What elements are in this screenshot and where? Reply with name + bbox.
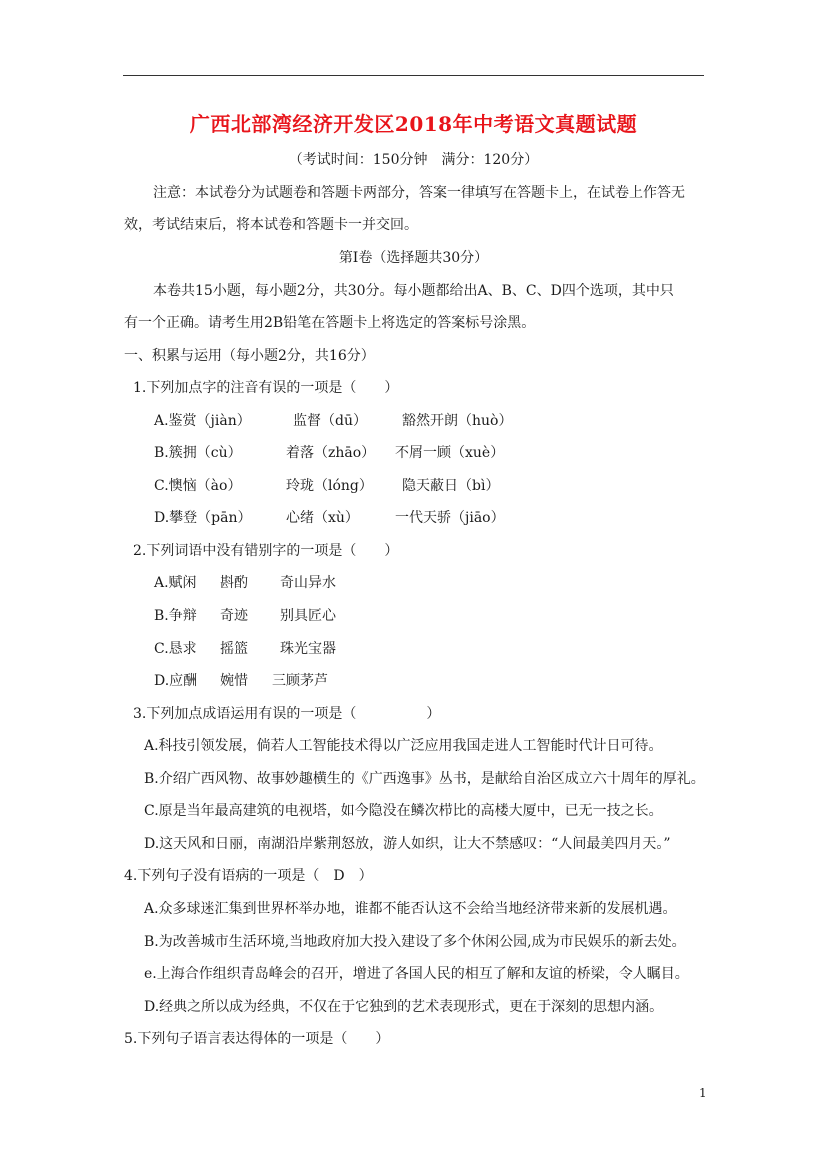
- question-3-option-d: D.这天风和日丽，南湖沿岸紫荆怒放，游人如织，让大不禁感叹：“人间最美四月天。”: [144, 836, 671, 852]
- exam-info: （考试时间：150分钟 满分：120分）: [288, 152, 539, 168]
- option-text: 别具匠心: [280, 608, 336, 624]
- part-one-heading: 一、积累与运用（每小题2分，共16分）: [124, 348, 375, 364]
- question-2-stem: 2.下列词语中没有错别字的一项是（ ）: [133, 543, 399, 559]
- header-rule: [123, 75, 704, 76]
- option-text: 不屑一顾（xuè）: [395, 445, 505, 461]
- question-3-option-a: A.科技引领发展，倘若人工智能技术得以广泛应用我国走进人工智能时代计日可待。: [144, 738, 663, 754]
- section-heading: 第Ⅰ卷（选择题共30分）: [338, 250, 489, 266]
- question-5-stem: 5.下列句子语言表达得体的一项是（ ）: [124, 1031, 390, 1047]
- notice-line-1: 注意：本试卷分为试题卷和答题卡两部分，答案一律填写在答题卡上，在试卷上作答无: [153, 185, 685, 201]
- option-text: 三顾茅芦: [272, 673, 328, 689]
- option-text: 斟酌: [220, 575, 248, 591]
- option-text: 婉惜: [220, 673, 248, 689]
- option-text: 监督（dū）: [293, 413, 367, 429]
- option-text: A.赋闲: [154, 575, 197, 591]
- option-text: B.簇拥（cù）: [154, 445, 242, 461]
- page-title: 广西北部湾经济开发区2018年中考语文真题试题: [189, 112, 638, 136]
- question-3-option-c: C.原是当年最高建筑的电视塔，如今隐没在鳞次栉比的高楼大厦中，已无一技之长。: [144, 803, 663, 819]
- question-1-stem: 1.下列加点字的注音有误的一项是（ ）: [133, 380, 399, 396]
- question-4-option-d: D.经典之所以成为经典，不仅在于它独到的艺术表现形式，更在于深刻的思想内涵。: [144, 999, 664, 1015]
- option-text: 奇山异水: [280, 575, 336, 591]
- option-text: 一代天骄（jiāo）: [395, 510, 505, 526]
- question-4-option-c: e.上海合作组织青岛峰会的召开，增进了各国人民的相互了解和友谊的桥梁，令人瞩目。: [144, 966, 689, 982]
- option-text: 玲珑（lóng）: [286, 478, 373, 494]
- intro-line-1: 本卷共15小题，每小题2分，共30分。每小题都给出A、B、C、D四个选项，其中只: [153, 283, 674, 299]
- intro-line-2: 有一个正确。请考生用2B铅笔在答题卡上将选定的答案标号涂黑。: [124, 315, 536, 331]
- option-text: C.懊恼（ào）: [154, 478, 242, 494]
- question-3-stem: 3.下列加点成语运用有误的一项是（ ）: [133, 706, 441, 722]
- question-4-stem: 4.下列句子没有语病的一项是（ D ）: [124, 868, 373, 884]
- option-text: B.争辩: [154, 608, 197, 624]
- option-text: D.应酬: [154, 673, 198, 689]
- option-text: 豁然开朗（huò）: [402, 413, 513, 429]
- option-text: D.攀登（pān）: [154, 510, 252, 526]
- option-text: A.鉴赏（jiàn）: [154, 413, 251, 429]
- option-text: 隐天蔽日（bì）: [402, 478, 500, 494]
- option-text: 着落（zhāo）: [286, 445, 376, 461]
- option-text: 摇篮: [220, 641, 248, 657]
- page-number: 1: [699, 1086, 707, 1100]
- option-text: 珠光宝器: [280, 641, 336, 657]
- question-4-option-b: B.为改善城市生活环境,当地政府加大投入建设了多个休闲公园,成为市民娱乐的新去处。: [144, 934, 686, 950]
- option-text: C.恳求: [154, 641, 197, 657]
- option-text: 奇迹: [220, 608, 248, 624]
- notice-line-2: 效，考试结束后，将本试卷和答题卡一并交回。: [124, 217, 418, 233]
- question-4-option-a: A.众多球迷汇集到世界杯举办地，谁都不能否认这不会给当地经济带来新的发展机遇。: [144, 901, 677, 917]
- question-3-option-b: B.介绍广西风物、故事妙趣横生的《广西逸事》丛书，是献给自治区成立六十周年的厚礼。: [144, 771, 705, 787]
- option-text: 心绪（xù）: [286, 510, 359, 526]
